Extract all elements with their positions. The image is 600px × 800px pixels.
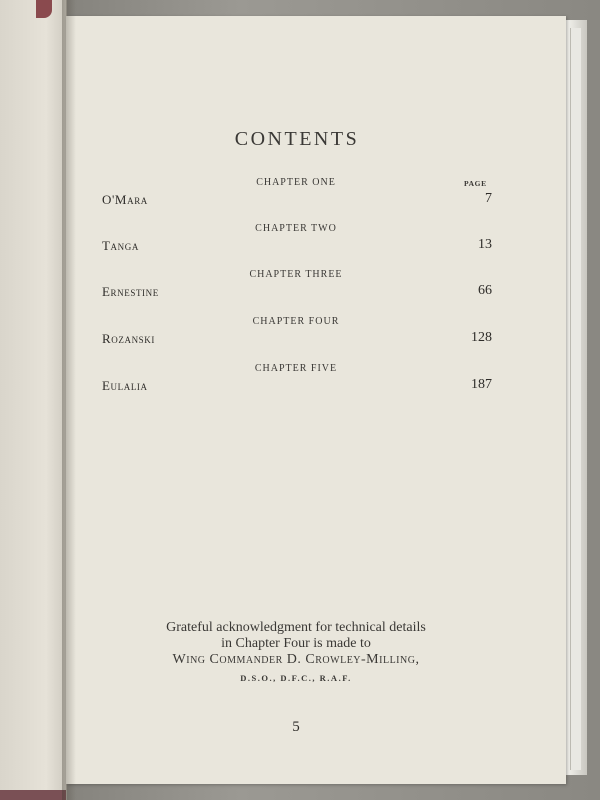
chapter-title: O'Mara (102, 192, 148, 207)
chapter-number: CHAPTER TWO (255, 223, 337, 234)
page-column-label: PAGE (464, 179, 487, 188)
previous-page-edge (0, 0, 67, 800)
chapter-title: Ernestine (102, 284, 159, 299)
toc-entry-1 (100, 177, 492, 217)
chapter-number: CHAPTER ONE (256, 177, 336, 188)
chapter-title: Tanga (102, 238, 139, 253)
page-title: CONTENTS (234, 128, 360, 150)
chapter-number: CHAPTER FOUR (252, 316, 340, 327)
chapter-page-number: 128 (471, 330, 492, 345)
chapter-number: CHAPTER THREE (249, 269, 343, 280)
acknowledgment-honours: D.S.O., D.F.C., R.A.F. (240, 673, 352, 683)
cover-edge-top (36, 0, 52, 18)
acknowledgment-name: Wing Commander D. Crowley-Milling, (172, 652, 420, 667)
acknowledgment (66, 620, 526, 686)
toc-entry-2 (100, 223, 492, 263)
chapter-page-number: 187 (471, 377, 492, 392)
toc-entry-5 (100, 363, 492, 403)
chapter-page-number: 13 (478, 237, 492, 252)
acknowledgment-line-2: in Chapter Four is made to (221, 636, 371, 651)
chapter-page-number: 7 (485, 191, 492, 206)
chapter-number: CHAPTER FIVE (254, 363, 338, 374)
toc-entry-4 (100, 316, 492, 356)
chapter-page-number: 66 (478, 283, 492, 298)
cover-edge-bottom (0, 790, 66, 800)
acknowledgment-line-1: Grateful acknowledgment for technical details (166, 620, 426, 635)
contents-page (66, 16, 566, 784)
chapter-title: Rozanski (102, 331, 155, 346)
toc-entry-3 (100, 269, 492, 309)
page-number: 5 (292, 719, 300, 735)
page-block-edge (570, 28, 581, 770)
chapter-title: Eulalia (102, 378, 148, 393)
gutter-shadow (62, 0, 76, 800)
